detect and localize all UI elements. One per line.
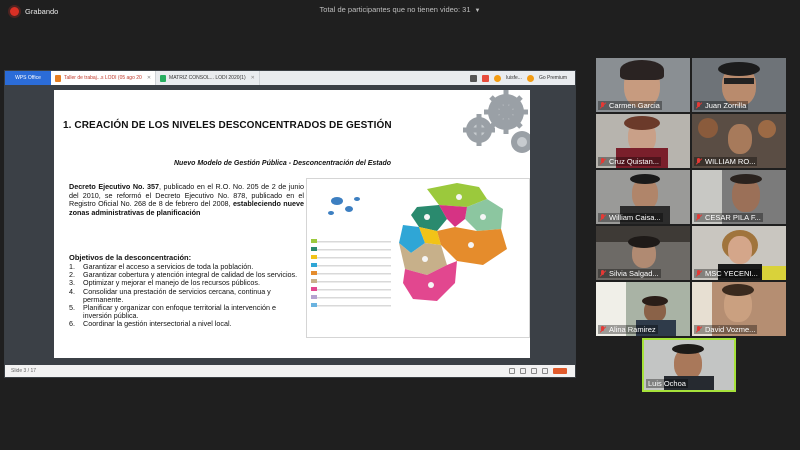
wps-office-tab[interactable]: WPS Office [5,71,51,85]
participant-tile[interactable] [596,170,690,224]
participant-tile[interactable] [692,58,786,112]
slide-viewport [5,85,575,365]
notification-icon[interactable] [482,75,489,82]
objectives-list [69,263,304,329]
participant-tile[interactable] [692,226,786,280]
wps-tab-bar [5,71,575,85]
user-icon[interactable] [494,75,501,82]
participant-name: Luis Ochoa [648,379,686,388]
window-icon[interactable] [470,75,477,82]
list-item: 4. Consolidar una prestación de servicios cercana, continua y permanente. [69,286,271,304]
premium-link[interactable]: Go Premium [538,75,567,81]
decree-paragraph [69,183,304,217]
decree-text: , publicado en el R.O. No. 205 de 2 de junio del 2010, se reformó el Decreto Ejecutivo No. 878, publicado en el Registro Oficial No. 268 de 8 de febrero del 2008, [69,182,305,209]
mic-muted-icon [696,214,701,221]
participant-tile[interactable] [596,58,690,112]
participant-name: WILLIAM RO... [705,157,756,166]
close-icon[interactable]: ✕ [250,75,255,81]
premium-icon [527,75,534,82]
list-item: 1. Garantizar el acceso a servicios de toda la población. [69,262,254,271]
sorter-view-icon[interactable] [520,368,526,374]
mic-muted-icon [696,270,701,277]
presentation-icon [55,75,61,82]
close-icon[interactable]: ✕ [146,75,152,81]
spreadsheet-icon [160,75,166,82]
mic-muted-icon [600,270,605,277]
participant-name: Cruz Quistan... [609,157,660,166]
slide [54,90,530,358]
normal-view-icon[interactable] [509,368,515,374]
view-controls [509,368,575,374]
recording-label: Grabando [25,6,59,16]
mic-muted-icon [696,158,701,165]
participant-name: David Vozme... [705,325,756,334]
slide-counter: Slide 3 / 17 [11,368,37,374]
zoom-slider[interactable] [553,368,567,374]
wps-top-right [470,75,575,82]
chevron-down-icon: ▼ [474,8,481,14]
mic-muted-icon [600,326,605,333]
slide-subtitle: Nuevo Modelo de Gestión Pública - Desconcentración del Estado [174,160,392,167]
decree-bold: Decreto Ejecutivo No. 357 [69,182,159,191]
participant-tile[interactable] [692,114,786,168]
participant-name: Alina Ramirez [609,325,656,334]
participant-name: Silvia Salgad... [609,269,659,278]
mainland-zones [399,183,507,301]
tab-taller[interactable]: Taller de trabaj...s LODI (05 ago 20 ✕ [51,71,156,85]
participant-tile[interactable] [596,282,690,336]
mic-muted-icon [696,102,701,109]
participants-without-video[interactable]: Total de participantes que no tienen video: 31 ▼ [319,5,481,14]
mic-muted-icon [696,326,701,333]
participant-name: MSC YECENI... [705,269,758,278]
recording-indicator [10,5,58,17]
mic-muted-icon [600,102,605,109]
user-label[interactable]: luisfe... [506,75,522,81]
mic-muted-icon [600,214,605,221]
participant-tile[interactable] [692,170,786,224]
participant-name: William Caisa... [609,213,661,222]
participant-name: Juan Zorrilla [705,101,747,110]
list-item: 3. Optimizar y mejorar el manejo de los recursos públicos. [69,278,260,288]
slide-title: 1. CREACIÓN DE LOS NIVELES DESCONCENTRADOS DE GESTIÓN [63,120,392,131]
list-item: 5. Planificar y organizar con enfoque territorial la intervención e inversión pública. [69,303,276,321]
zone-legend [311,239,391,307]
participant-tile[interactable] [692,282,786,336]
decree-bold-2: estableciendo nueve zonas administrativas de planificación [69,199,305,217]
wps-status-bar [5,365,575,377]
objectives-title: Objetivos de la desconcentración: [69,253,192,262]
participant-tile[interactable] [596,226,690,280]
participant-tile[interactable] [596,114,690,168]
galapagos-islands [328,197,360,215]
participant-name: CESAR PILA F... [705,213,761,222]
map-graphic [307,179,529,337]
list-item: 2. Garantizar cobertura y atención integral de calidad de los servicios. [69,270,298,280]
participant-name: Carmen Garcia [609,101,660,110]
ecuador-zones-map [306,178,530,338]
gears-decoration [434,90,530,162]
reading-view-icon[interactable] [531,368,537,374]
mic-muted-icon [600,158,605,165]
shared-screen [4,70,576,378]
tab-matriz[interactable]: MATRIZ CONSOL... LODI 2020(1) ✕ [156,71,260,85]
play-icon[interactable] [542,368,548,374]
list-item: 6. Coordinar la gestión intersectorial a nivel local. [69,319,232,329]
participant-tile-active[interactable] [642,338,736,392]
record-icon [10,7,19,16]
